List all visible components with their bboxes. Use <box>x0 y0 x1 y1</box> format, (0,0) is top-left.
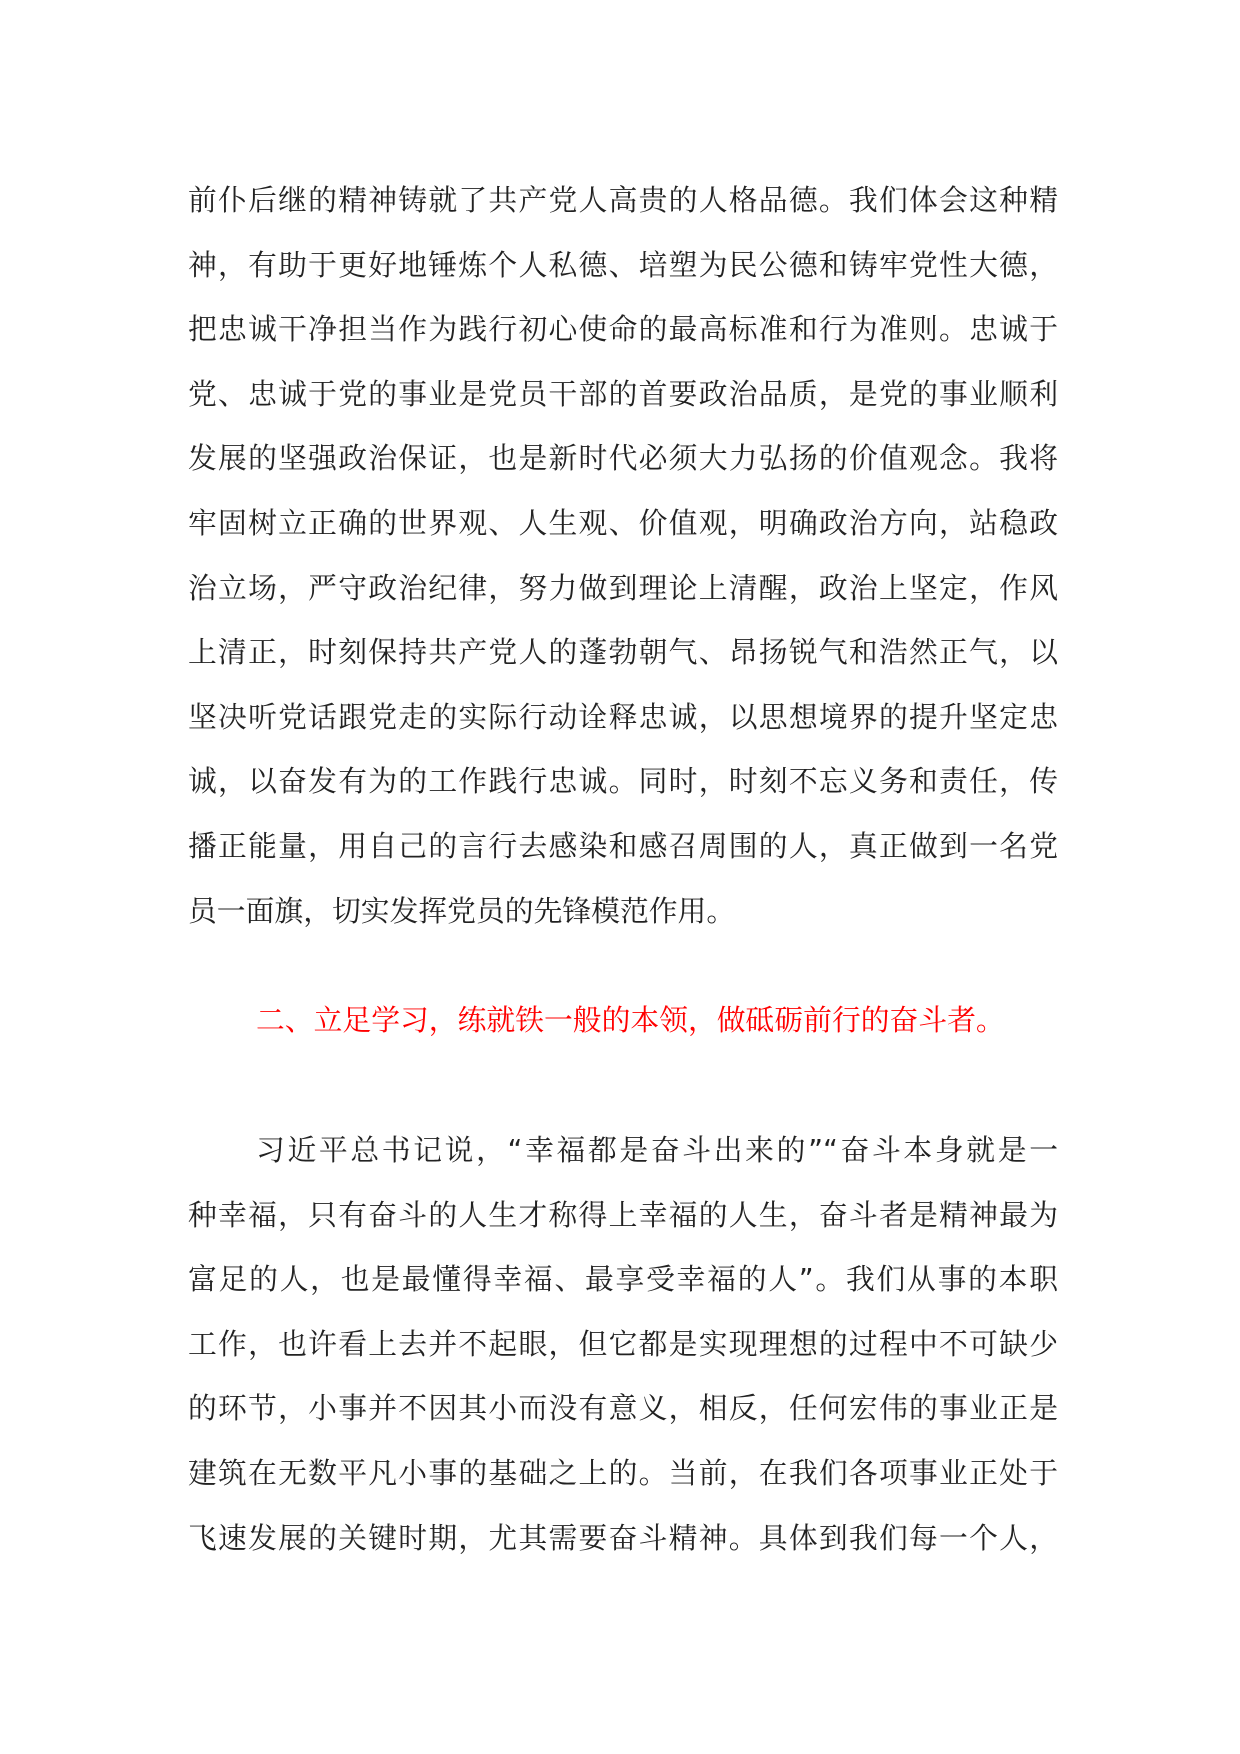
paragraph-line: 飞速发展的关键时期，尤其需要奋斗精神。具体到我们每一个人， <box>188 1520 1058 1555</box>
paragraph-line: 治立场，严守政治纪律，努力做到理论上清醒，政治上坚定，作风 <box>188 570 1058 605</box>
paragraph-line: 建筑在无数平凡小事的基础之上的。当前，在我们各项事业正处于 <box>188 1455 1058 1490</box>
paragraph-line: 富足的人，也是最懂得幸福、最享受幸福的人”。我们从事的本职 <box>188 1262 1058 1297</box>
paragraph-line: 诚，以奋发有为的工作践行忠诚。同时，时刻不忘义务和责任，传 <box>188 764 1058 799</box>
paragraph-line: 党、忠诚于党的事业是党员干部的首要政治品质，是党的事业顺利 <box>188 376 1058 411</box>
section-heading: 二、立足学习，练就铁一般的本领，做砥砺前行的奋斗者。 <box>256 1003 1005 1037</box>
paragraph-line: 播正能量，用自己的言行去感染和感召周围的人，真正做到一名党 <box>188 828 1058 863</box>
paragraph-line: 的环节，小事并不因其小而没有意义，相反，任何宏伟的事业正是 <box>188 1391 1058 1426</box>
paragraph-line: 上清正，时刻保持共产党人的蓬勃朝气、昂扬锐气和浩然正气，以 <box>188 635 1058 670</box>
paragraph-line: 坚决听党话跟党走的实际行动诠释忠诚，以思想境界的提升坚定忠 <box>188 699 1058 734</box>
paragraph-line: 习近平总书记说，“幸福都是奋斗出来的”“奋斗本身就是一 <box>256 1133 1058 1167</box>
paragraph-line: 种幸福，只有奋斗的人生才称得上幸福的人生，奋斗者是精神最为 <box>188 1197 1058 1232</box>
paragraph-line: 工作，也许看上去并不起眼，但它都是实现理想的过程中不可缺少 <box>188 1326 1058 1361</box>
body-paragraph-1 <box>188 168 1058 943</box>
body-paragraph-2 <box>188 1118 1058 1570</box>
paragraph-line: 把忠诚干净担当作为践行初心使命的最高标准和行为准则。忠诚于 <box>188 312 1058 347</box>
paragraph-line: 员一面旗，切实发挥党员的先锋模范作用。 <box>188 893 736 928</box>
paragraph-line: 前仆后继的精神铸就了共产党人高贵的人格品德。我们体会这种精 <box>188 183 1058 217</box>
paragraph-line: 神，有助于更好地锤炼个人私德、培塑为民公德和铸牢党性大德， <box>188 247 1058 282</box>
paragraph-line: 发展的坚强政治保证，也是新时代必须大力弘扬的价值观念。我将 <box>188 441 1058 476</box>
paragraph-line: 牢固树立正确的世界观、人生观、价值观，明确政治方向，站稳政 <box>188 505 1058 540</box>
